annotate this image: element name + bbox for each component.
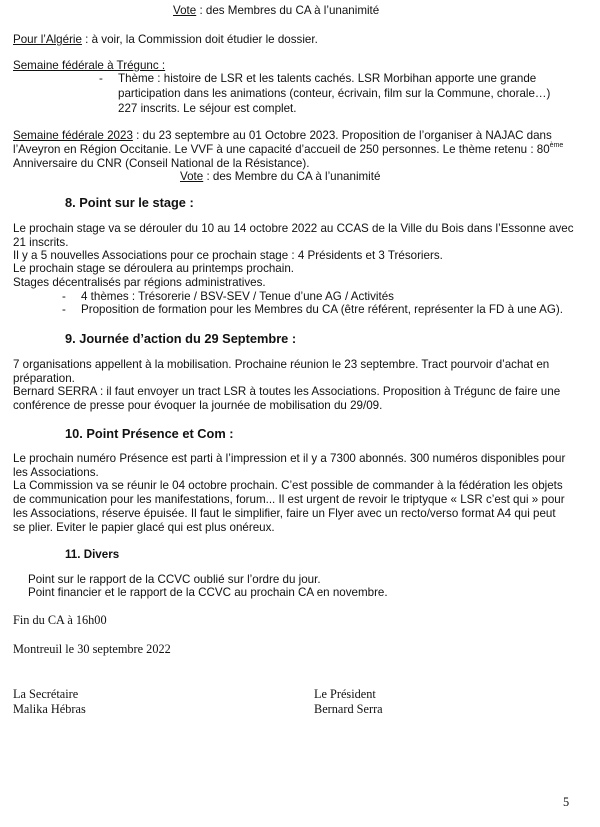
- vote-unanimity-line-2: [180, 170, 380, 183]
- action-line-4: conférence de presse pour évoquer la journée de mobilisation du 29/09.: [13, 399, 383, 412]
- vote-label: Vote: [173, 4, 197, 17]
- algeria-text: : à voir, la Commission doit étudier le dossier.: [81, 33, 318, 46]
- com-line-2: les Associations.: [13, 466, 99, 479]
- com-line-3: La Commission va se réunir le 04 octobre prochain. C’est possible de commander à la fédération les objets: [13, 479, 563, 492]
- secretary-role: La Secrétaire: [13, 687, 79, 701]
- stage-line-3: Il y a 5 nouvelles Associations pour ce prochain stage : 4 Présidents et 3 Trésoriers.: [13, 249, 443, 262]
- vote-unanimity-line: [173, 4, 379, 17]
- stage-bullet-2-dash: -: [62, 303, 66, 316]
- semaine-2023-line-3: Anniversaire du CNR (Conseil National de la Résistance).: [13, 157, 310, 170]
- tregunc-line-3: 227 inscrits. Le séjour est complet.: [118, 102, 297, 115]
- semaine-2023-text-1: : du 23 septembre au 01 Octobre 2023. Proposition de l’organiser à NAJAC dans: [132, 129, 552, 142]
- section-11-heading: 11. Divers: [65, 548, 120, 561]
- closing-time: Fin du CA à 16h00: [13, 613, 107, 627]
- tregunc-line-1: Thème : histoire de LSR et les talents cachés. LSR Morbihan apporte une grande: [118, 72, 537, 85]
- stage-bullet-1: 4 thèmes : Trésorerie / BSV-SEV / Tenue d’une AG / Activités: [81, 290, 394, 303]
- com-line-6: se plier. Eviter le papier glacé qui est plus onéreux.: [13, 521, 275, 534]
- semaine-2023-text-2: l’Aveyron en Région Occitanie. Le VVF à une capacité d’accueil de 250 personnes. Le thème retenu : 80: [13, 143, 550, 156]
- page-number: 5: [563, 795, 570, 809]
- com-line-4: de communication pour les manifestations, forum... Il est urgent de revoir le triptyque « LSR c’est qui » pour: [13, 493, 565, 506]
- divers-line-1: Point sur le rapport de la CCVC oublié sur l’ordre du jour.: [28, 573, 321, 586]
- stage-bullet-1-dash: -: [62, 290, 66, 303]
- tregunc-bullet: -: [99, 72, 103, 85]
- stage-line-1: Le prochain stage va se dérouler du 10 au 14 octobre 2022 au CCAS de la Ville du Bois dans l’Essonne avec: [13, 222, 574, 235]
- tregunc-heading: Semaine fédérale à Trégunc :: [13, 59, 166, 72]
- stage-bullet-2: Proposition de formation pour les Membres du CA (être référent, représenter la FD à une AG).: [81, 303, 564, 316]
- section-10-heading: 10. Point Présence et Com :: [65, 426, 234, 441]
- tregunc-line-2: participation dans les animations (conteur, écrivain, film sur la Commune, chorale…): [118, 87, 551, 100]
- semaine-2023-line-2: [13, 143, 563, 156]
- stage-line-5: Stages décentralisés par régions administratives.: [13, 276, 266, 289]
- secretary-name: Malika Hébras: [13, 702, 86, 716]
- ordinal-superscript: ème: [549, 142, 564, 150]
- semaine-2023-label: Semaine fédérale 2023: [13, 129, 133, 142]
- com-line-1: Le prochain numéro Présence est parti à l’impression et il y a 7300 abonnés. 300 numéros disponibles pour: [13, 452, 566, 465]
- action-line-1: 7 organisations appellent à la mobilisation. Prochaine réunion le 23 septembre. Tract pourvoir d’achat en: [13, 358, 550, 371]
- place-and-date: Montreuil le 30 septembre 2022: [13, 642, 171, 656]
- semaine-2023-line-1: [13, 129, 580, 142]
- algeria-item: [13, 33, 318, 46]
- vote-text-2: : des Membre du CA à l’unanimité: [203, 170, 381, 183]
- stage-line-4: Le prochain stage se déroulera au printemps prochain.: [13, 262, 295, 275]
- president-role: Le Président: [314, 687, 376, 701]
- president-name: Bernard Serra: [314, 702, 383, 716]
- vote-label-2: Vote: [180, 170, 204, 183]
- divers-line-2: Point financier et le rapport de la CCVC au prochain CA en novembre.: [28, 586, 388, 599]
- vote-text: : des Membres du CA à l’unanimité: [196, 4, 380, 17]
- com-line-5: les Associations, réserve épuisée. Il faut le simplifier, faire un Flyer avec un recto/verso format A4 qui peut: [13, 507, 556, 520]
- action-line-3: Bernard SERRA : il faut envoyer un tract LSR à toutes les Associations. Proposition à Trégunc de faire une: [13, 385, 561, 398]
- section-8-heading: 8. Point sur le stage :: [65, 195, 194, 210]
- stage-line-2: 21 inscrits.: [13, 236, 69, 249]
- action-line-2: préparation.: [13, 372, 75, 385]
- section-9-heading: 9. Journée d’action du 29 Septembre :: [65, 331, 297, 346]
- algeria-label: Pour l’Algérie: [13, 33, 82, 46]
